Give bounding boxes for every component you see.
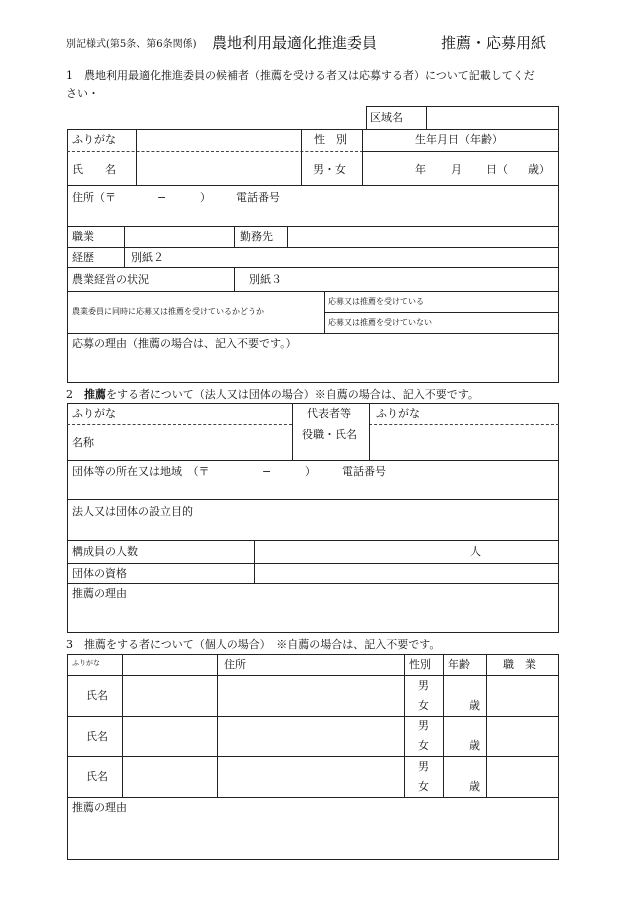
- row3-address-input[interactable]: [219, 758, 403, 796]
- row3-male[interactable]: 男: [418, 760, 429, 773]
- workplace-label: 勤務先: [240, 230, 273, 243]
- concurrent-no[interactable]: 応募又は推薦を受けていない: [328, 318, 432, 327]
- dob-year: 年: [415, 163, 426, 176]
- section1-heading: 1 農地利用最適化推進委員の候補者（推薦を受ける者又は応募する者）について記載してくだ: [66, 69, 535, 82]
- application-reason-label: 応募の理由（推薦の場合は、記入不要です。）: [72, 337, 297, 350]
- row3-name-label: 氏名: [86, 770, 108, 783]
- row2-name-label: 氏名: [86, 730, 108, 743]
- org-location-label: 団体等の所在又は地域 （〒: [72, 465, 210, 478]
- row3-age-unit: 歳: [469, 780, 480, 793]
- phone-label: 電話番号: [236, 191, 280, 204]
- org-location-input[interactable]: [69, 480, 557, 498]
- members-input[interactable]: [256, 542, 466, 562]
- farming-value: 別紙３: [249, 273, 282, 286]
- form-label: 別記様式(第5条、第6条関係): [66, 39, 197, 50]
- career-label: 経歴: [72, 251, 94, 264]
- col-address: 住所: [224, 658, 246, 671]
- row1-male[interactable]: 男: [418, 679, 429, 692]
- col-furigana: ふりがな: [72, 659, 100, 667]
- org-postal-close: ）: [305, 465, 316, 478]
- concurrent-label: 農業委員に同時に応募又は推薦を受けているかどうか: [72, 307, 264, 316]
- row3-name-input[interactable]: [124, 758, 216, 796]
- col-sex: 性別: [409, 658, 431, 671]
- row2-occupation-input[interactable]: [488, 718, 558, 755]
- section1-heading-cont: さい・: [66, 87, 99, 100]
- rep-name-input[interactable]: [371, 426, 558, 459]
- org-name-input[interactable]: [110, 426, 290, 459]
- rep-label: 代表者等: [307, 407, 351, 420]
- section3-heading: 3 推薦をする者について（個人の場合） ※自薦の場合は、記入不要です。: [66, 638, 441, 651]
- postal-dash: −: [157, 191, 167, 204]
- section2-heading: 2 推薦をする者について（法人又は団体の場合）※自薦の場合は、記入不要です。: [66, 388, 479, 401]
- form-title: 農地利用最適化推進委員: [212, 34, 378, 52]
- concurrent-yes[interactable]: 応募又は推薦を受けている: [328, 297, 424, 306]
- row1-age-unit: 歳: [469, 699, 480, 712]
- members-unit: 人: [470, 545, 481, 558]
- individual-reason-input[interactable]: [69, 816, 557, 859]
- farming-label: 農業経営の状況: [72, 273, 149, 286]
- name-label: 氏 名: [72, 163, 116, 176]
- address-input[interactable]: [69, 206, 557, 225]
- career-value: 別紙２: [131, 251, 164, 264]
- occupation-label: 職業: [72, 230, 94, 243]
- furigana-input[interactable]: [138, 131, 300, 150]
- row2-female[interactable]: 女: [418, 739, 429, 752]
- row1-address-input[interactable]: [219, 677, 403, 715]
- dob-day: 日（: [486, 163, 508, 176]
- rep-position-name-label: 役職・氏名: [302, 428, 357, 441]
- org-furigana-label: ふりがな: [72, 407, 116, 420]
- org-phone-label: 電話番号: [342, 465, 386, 478]
- org-purpose-input[interactable]: [69, 520, 557, 539]
- area-input[interactable]: [428, 107, 558, 129]
- qualification-input[interactable]: [256, 565, 558, 582]
- org-purpose-label: 法人又は団体の設立目的: [72, 505, 193, 518]
- occupation-input[interactable]: [126, 228, 233, 246]
- sex-label: 性 別: [314, 133, 347, 146]
- row1-female[interactable]: 女: [418, 699, 429, 712]
- application-reason-input[interactable]: [69, 352, 557, 382]
- qualification-label: 団体の資格: [72, 567, 127, 580]
- doc-type: 推薦・応募用紙: [441, 34, 547, 52]
- members-label: 構成員の人数: [72, 545, 138, 558]
- row1-name-label: 氏名: [86, 689, 108, 702]
- org-furigana-input[interactable]: [130, 405, 290, 423]
- sex-options[interactable]: 男・女: [313, 163, 346, 176]
- col-occupation: 職 業: [503, 658, 536, 671]
- row2-male[interactable]: 男: [418, 719, 429, 732]
- row1-name-input[interactable]: [124, 677, 216, 715]
- org-reason-label: 推薦の理由: [72, 587, 127, 600]
- dob-label: 生年月日（年齢）: [415, 133, 503, 146]
- workplace-input[interactable]: [289, 228, 557, 246]
- postal-close: ）: [200, 191, 211, 204]
- org-name-label: 名称: [72, 436, 94, 449]
- rep-furigana-label: ふりがな: [376, 407, 420, 420]
- furigana-label: ふりがな: [72, 133, 116, 146]
- row3-female[interactable]: 女: [418, 780, 429, 793]
- org-reason-input[interactable]: [69, 602, 557, 632]
- individual-reason-label: 推薦の理由: [72, 801, 127, 814]
- dob-month: 月: [451, 163, 462, 176]
- address-label: 住所（〒: [72, 191, 116, 204]
- row1-occupation-input[interactable]: [488, 677, 558, 715]
- age-suffix: 歳）: [528, 163, 550, 176]
- name-input[interactable]: [138, 153, 300, 184]
- row2-name-input[interactable]: [124, 718, 216, 755]
- area-label: 区域名: [370, 111, 403, 124]
- org-postal-dash: −: [262, 465, 272, 478]
- row2-address-input[interactable]: [219, 718, 403, 755]
- row3-occupation-input[interactable]: [488, 758, 558, 796]
- row2-age-unit: 歳: [469, 739, 480, 752]
- col-age: 年齢: [448, 658, 470, 671]
